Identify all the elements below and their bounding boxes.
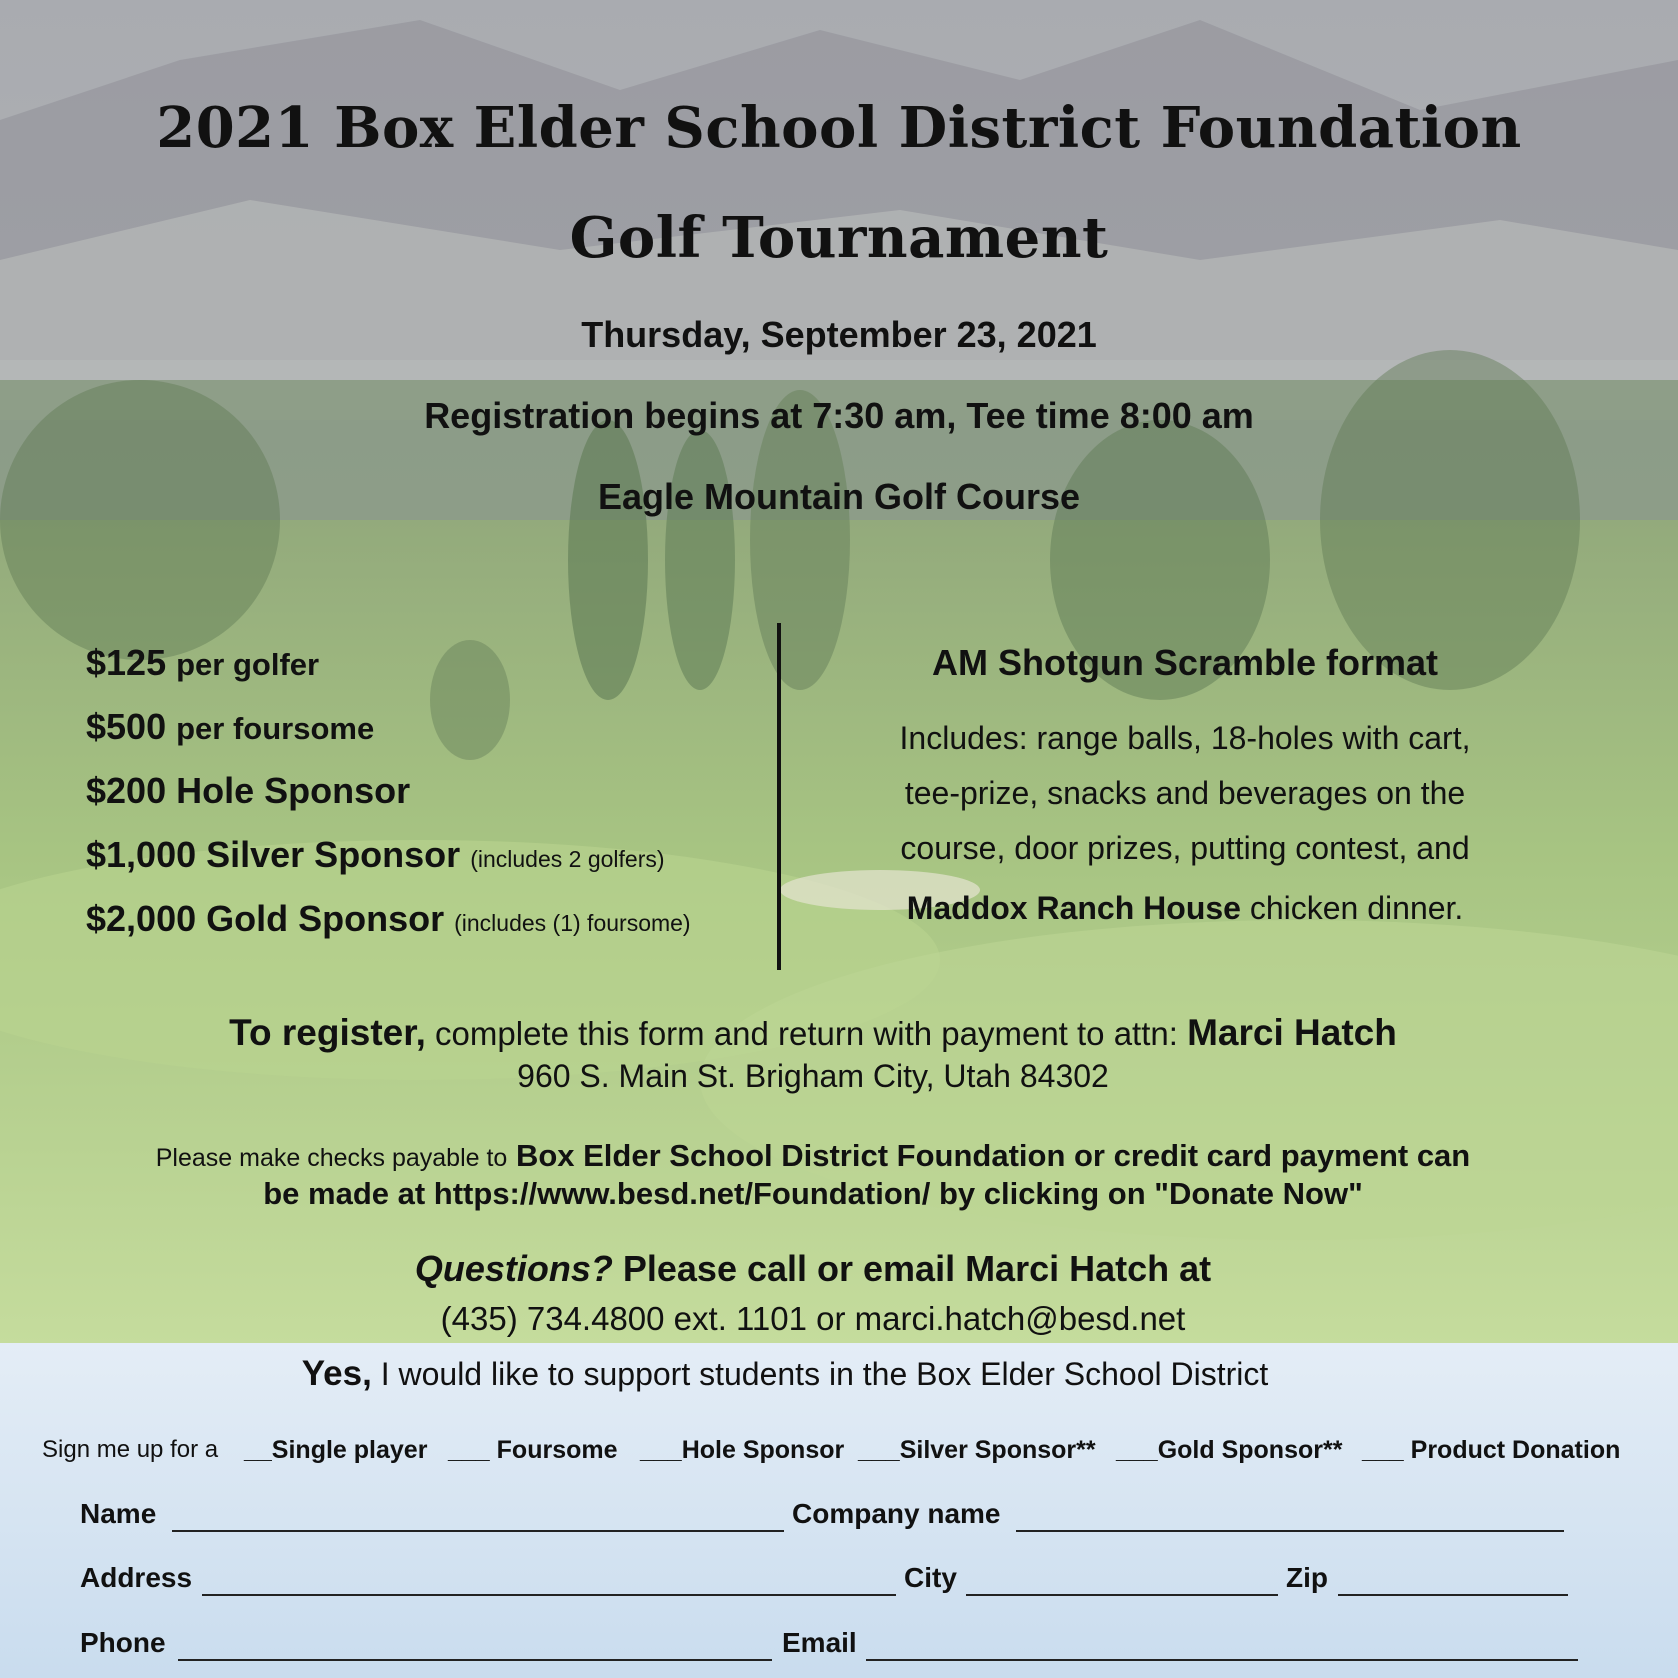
title-line-1: 2021 Box Elder School District Foundation	[156, 95, 1522, 161]
price-item-hole-sponsor: $200 Hole Sponsor	[86, 770, 411, 811]
company-name-field[interactable]	[1016, 1530, 1564, 1532]
option-foursome[interactable]: ___ Foursome	[448, 1436, 618, 1464]
email-label: Email	[782, 1627, 857, 1658]
signup-label: Sign me up for a	[42, 1436, 219, 1463]
option-silver-sponsor[interactable]: ___Silver Sponsor**	[858, 1436, 1096, 1464]
payment-instructions-line-2: be made at https://www.besd.net/Foundation/ by clicking on "Donate Now"	[263, 1176, 1363, 1211]
phone-label: Phone	[80, 1627, 166, 1658]
name-field[interactable]	[172, 1530, 784, 1532]
phone-field[interactable]	[178, 1659, 772, 1661]
questions-heading: Questions? Please call or email Marci Hatch at	[414, 1248, 1212, 1289]
caterer-name: Maddox Ranch House	[906, 890, 1241, 926]
address-field[interactable]	[202, 1594, 896, 1596]
title-line-2: Golf Tournament	[569, 205, 1109, 271]
option-gold-sponsor[interactable]: ___Gold Sponsor**	[1116, 1436, 1343, 1464]
price-item-foursome: $500 per foursome	[86, 706, 375, 747]
support-statement: Yes, I would like to support students in the Box Elder School District	[301, 1354, 1269, 1393]
city-field[interactable]	[966, 1594, 1278, 1596]
format-line-1: Includes: range balls, 18-holes with cart,	[899, 720, 1471, 756]
mailing-address: 960 S. Main St. Brigham City, Utah 84302	[517, 1058, 1109, 1094]
format-heading: AM Shotgun Scramble format	[931, 642, 1439, 683]
name-label: Name	[80, 1498, 157, 1529]
price-item-golfer: $125 per golfer	[86, 642, 320, 683]
column-divider	[777, 623, 781, 970]
format-line-3: course, door prizes, putting contest, and	[900, 830, 1470, 866]
contact-info: (435) 734.4800 ext. 1101 or marci.hatch@besd.net	[440, 1300, 1186, 1337]
event-date: Thursday, September 23, 2021	[581, 314, 1097, 355]
option-hole-sponsor[interactable]: ___Hole Sponsor	[640, 1436, 845, 1464]
zip-field[interactable]	[1338, 1594, 1568, 1596]
option-product-donation[interactable]: ___ Product Donation	[1362, 1436, 1621, 1464]
email-field[interactable]	[866, 1659, 1578, 1661]
signup-row	[42, 1436, 218, 1464]
zip-label: Zip	[1286, 1562, 1328, 1593]
event-times: Registration begins at 7:30 am, Tee time 8:00 am	[424, 395, 1254, 436]
payment-instructions-line-1: Please make checks payable to Box Elder School District Foundation or credit card payment can	[155, 1138, 1471, 1173]
price-item-silver-sponsor: $1,000 Silver Sponsor (includes 2 golfers)	[86, 834, 665, 875]
company-name-label: Company name	[792, 1498, 1001, 1529]
price-item-gold-sponsor: $2,000 Gold Sponsor (includes (1) foursome)	[86, 898, 691, 939]
city-label: City	[904, 1562, 957, 1593]
address-label: Address	[80, 1562, 193, 1593]
option-single-player[interactable]: __Single player	[244, 1436, 428, 1464]
register-instructions: To register, complete this form and return with payment to attn: Marci Hatch	[229, 1012, 1397, 1053]
format-line-2: tee-prize, snacks and beverages on the	[904, 775, 1466, 811]
event-venue: Eagle Mountain Golf Course	[597, 476, 1081, 517]
format-line-4: Maddox Ranch House chicken dinner.	[906, 890, 1464, 926]
